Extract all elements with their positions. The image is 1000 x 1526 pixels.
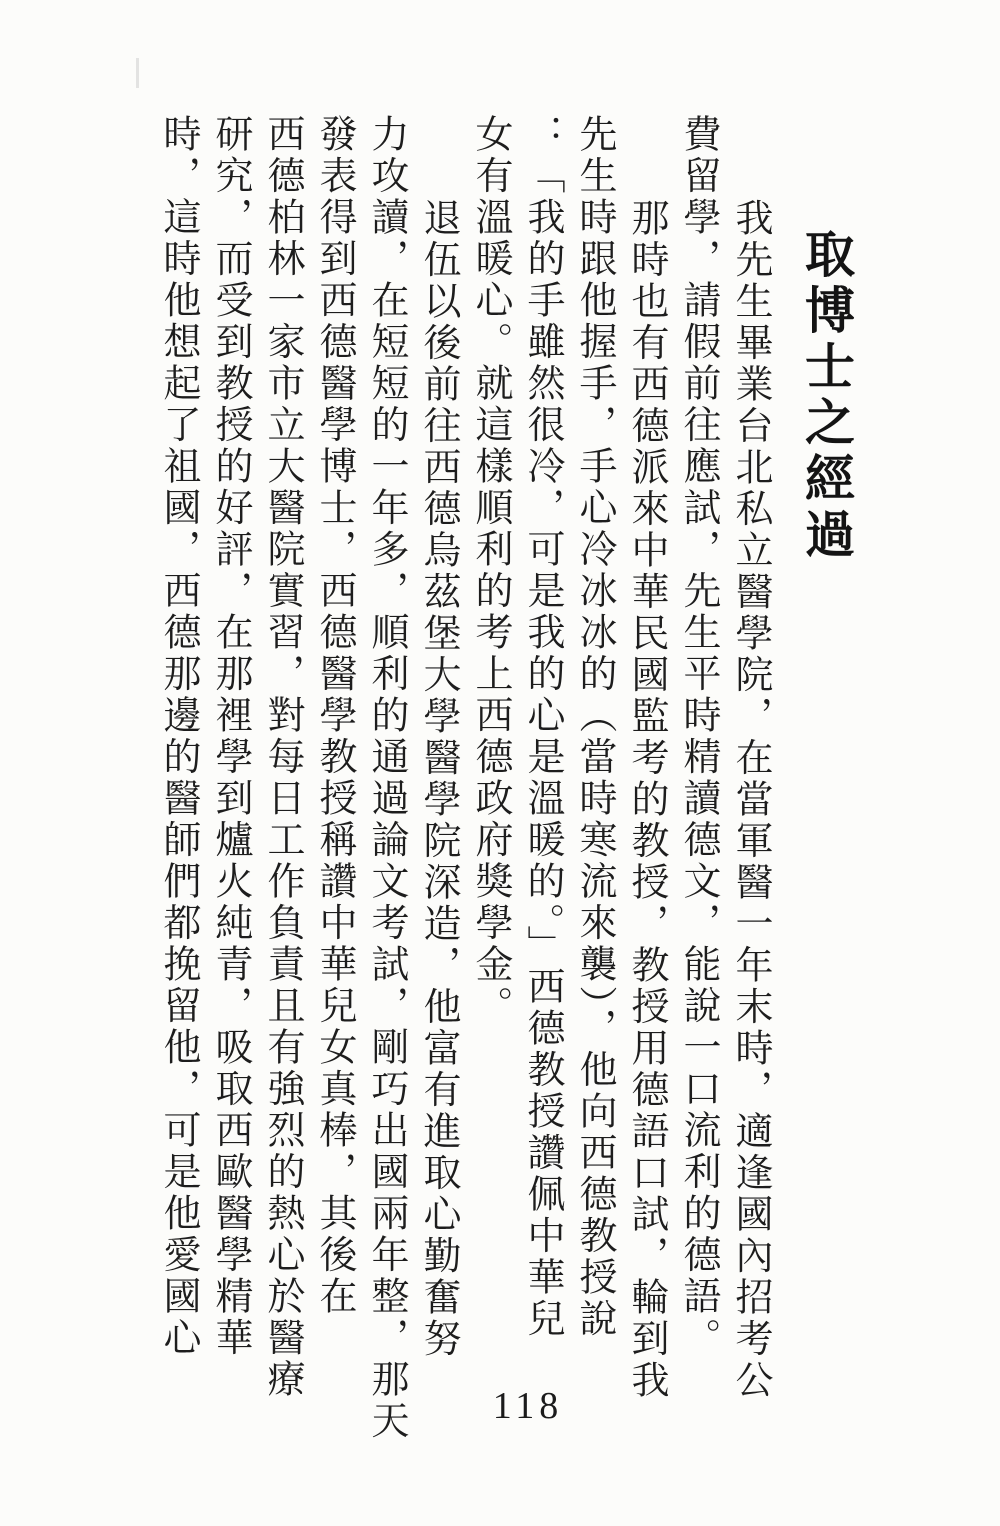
text-column: 我先生畢業台北私立醫學院，在當軍醫一年末時，適逢國內招考公 xyxy=(729,198,771,1402)
text-column: ：「我的手雖然很冷，可是我的心是溫暖的。」西德教授讚佩中華兒 xyxy=(521,114,563,1340)
text-column: 費留學，請假前往應試，先生平時精讀德文，能說一口流利的德語。 xyxy=(677,114,719,1359)
text-column: 時，這時他想起了祖國，西德那邊的醫師們都挽留他，可是他愛國心 xyxy=(157,114,199,1359)
text-column: 女有溫暖心。就這樣順利的考上西德政府獎學金。 xyxy=(469,114,511,1027)
text-column: 那時也有西德派來中華民國監考的教授，教授用德語口試，輪到我 xyxy=(625,198,667,1402)
text-column: 發表得到西德醫學博士，西德醫學教授稱讚中華兒女真棒，其後在 xyxy=(313,114,355,1318)
text-column: 先生時跟他握手，手心冷冰冰的（當時寒流來襲），他向西德教授說 xyxy=(573,114,615,1340)
chapter-title: 取博士之經過 xyxy=(798,228,854,564)
text-column: 退伍以後前往西德烏茲堡大學醫學院深造，他富有進取心勤奮努 xyxy=(417,198,459,1360)
scan-artifact xyxy=(136,58,139,88)
page-number: 118 xyxy=(492,1385,564,1427)
text-column: 西德柏林一家市立大醫院實習，對每日工作負責且有強烈的熱心於醫療 xyxy=(261,114,303,1401)
text-column: 力攻讀，在短短的一年多，順利的通過論文考試，剛巧出國兩年整，那天 xyxy=(365,114,407,1442)
body-text xyxy=(152,114,776,1454)
text-column: 研究，而受到教授的好評，在那裡學到爐火純青，吸取西歐醫學精華 xyxy=(209,114,251,1359)
